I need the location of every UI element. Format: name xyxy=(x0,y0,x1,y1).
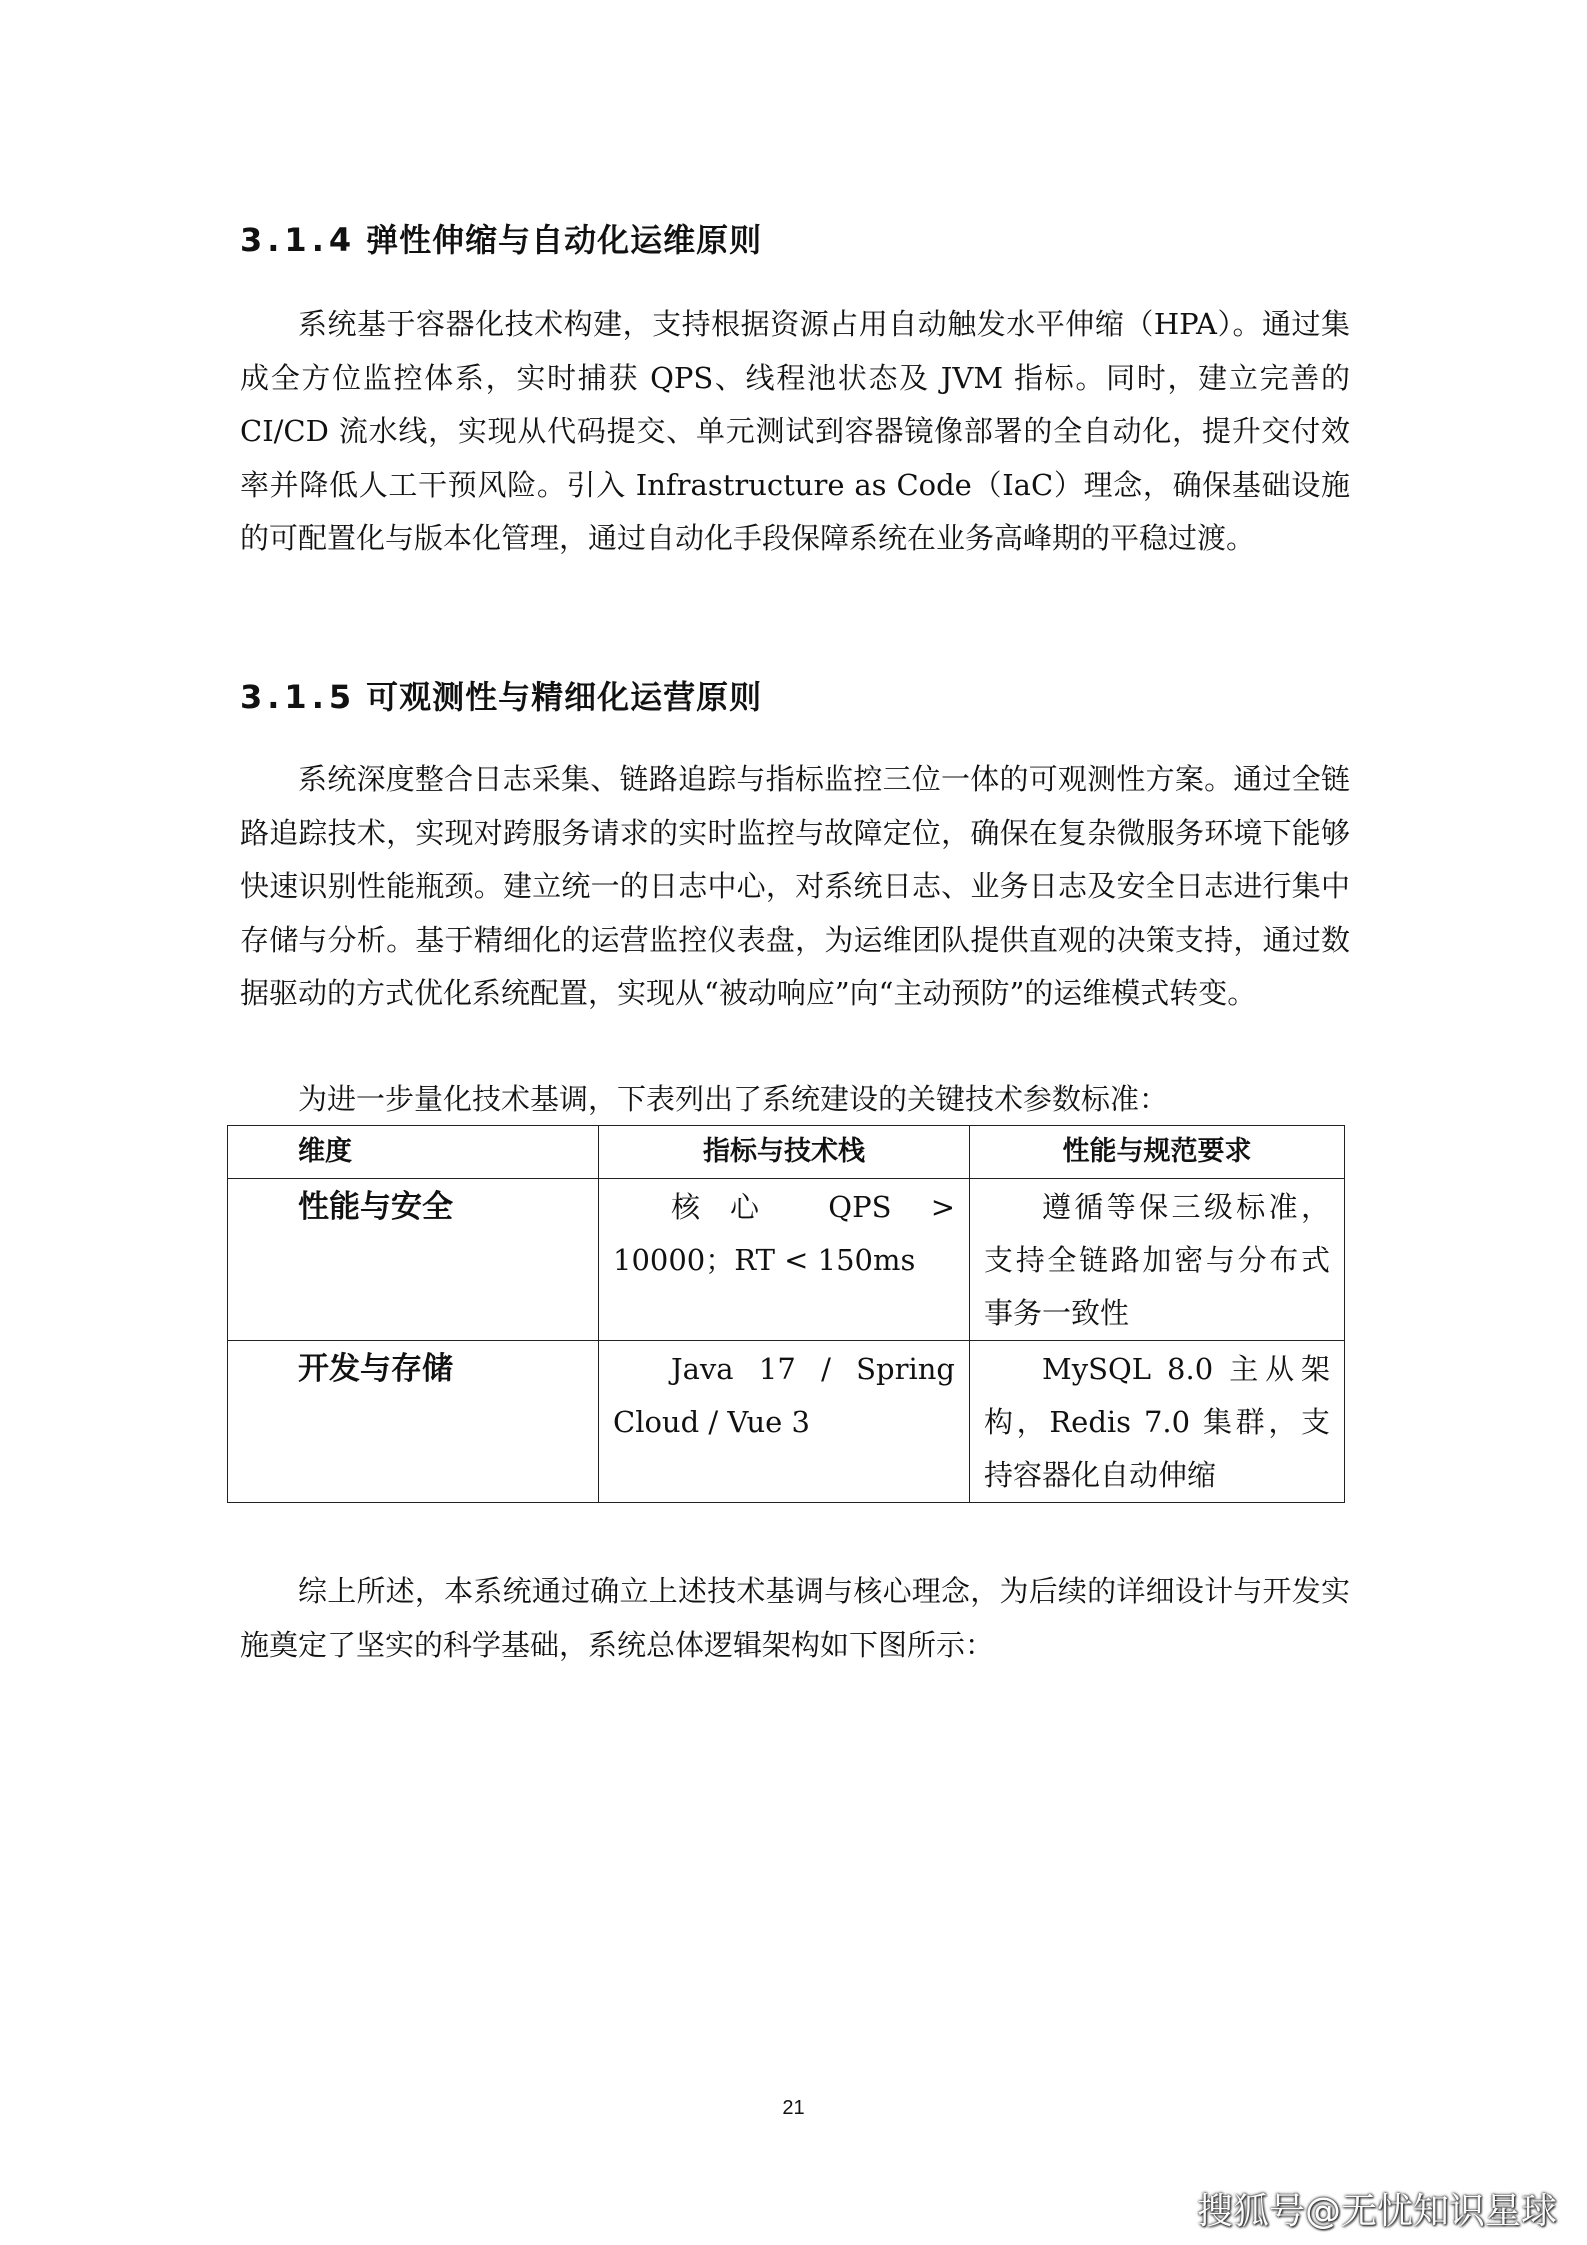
header-stack: 指标与技术栈 xyxy=(599,1126,970,1179)
cell-requirement-text: 遵循等保三级标准，支持全链路加密与分布式事务一致性 xyxy=(984,1190,1330,1330)
table-header-row xyxy=(228,1126,1345,1179)
header-requirement: 性能与规范要求 xyxy=(970,1126,1345,1179)
section-3-1-4-paragraph: 系统基于容器化技术构建，支持根据资源占用自动触发水平伸缩（HPA）。通过集成全方位监控体系，实时捕获 QPS、线程池状态及 JVM 指标。同时，建立完善的 CI/CD 流水线，实现从代码提交、单元测试到容器镜像部署的全自动化，提升交付效率并降低人工干预风险。引入 Infrastructure as Code（IaC）理念，确保基础设施的可配置化与版本化管理，通过自动化手段保障系统在业务高峰期的平稳过渡。 xyxy=(240,307,1350,555)
cell-stack xyxy=(599,1179,970,1341)
header-dimension: 维度 xyxy=(228,1126,599,1179)
technical-parameters-table xyxy=(227,1125,1345,1503)
section-number: 3.1.5 xyxy=(240,678,357,716)
section-heading-3-1-5 xyxy=(240,672,762,718)
cell-stack-text: 核心 QPS > 10000；RT < 150ms xyxy=(613,1190,955,1277)
table-intro-text: 为进一步量化技术基调，下表列出了系统建设的关键技术参数标准： xyxy=(298,1082,1169,1116)
table-row xyxy=(228,1179,1345,1341)
table-row xyxy=(228,1341,1345,1503)
summary-paragraph: 综上所述，本系统通过确立上述技术基调与核心理念，为后续的详细设计与开发实施奠定了坚实的科学基础，系统总体逻辑架构如下图所示： xyxy=(240,1574,1350,1662)
cell-requirement xyxy=(970,1179,1345,1341)
section-number: 3.1.4 xyxy=(240,221,357,259)
cell-stack xyxy=(599,1341,970,1503)
cell-dimension: 性能与安全 xyxy=(228,1179,599,1341)
cell-dimension: 开发与存储 xyxy=(228,1341,599,1503)
cell-requirement xyxy=(970,1341,1345,1503)
section-title: 弹性伸缩与自动化运维原则 xyxy=(366,221,763,259)
cell-requirement-text: MySQL 8.0 主从架构，Redis 7.0 集群，支持容器化自动伸缩 xyxy=(984,1352,1330,1492)
section-heading-3-1-4 xyxy=(240,215,762,261)
section-3-1-5-paragraph: 系统深度整合日志采集、链路追踪与指标监控三位一体的可观测性方案。通过全链路追踪技术，实现对跨服务请求的实时监控与故障定位，确保在复杂微服务环境下能够快速识别性能瓶颈。建立统一的日志中心，对系统日志、业务日志及安全日志进行集中存储与分析。基于精细化的运营监控仪表盘，为运维团队提供直观的决策支持，通过数据驱动的方式优化系统配置，实现从“被动响应”向“主动预防”的运维模式转变。 xyxy=(240,762,1350,1010)
cell-stack-text: Java 17 / Spring Cloud / Vue 3 xyxy=(613,1352,955,1439)
watermark-text: 搜狐号@无忧知识星球 xyxy=(1196,2191,1557,2232)
section-title: 可观测性与精细化运营原则 xyxy=(366,678,763,716)
page-number: 21 xyxy=(782,2097,805,2119)
